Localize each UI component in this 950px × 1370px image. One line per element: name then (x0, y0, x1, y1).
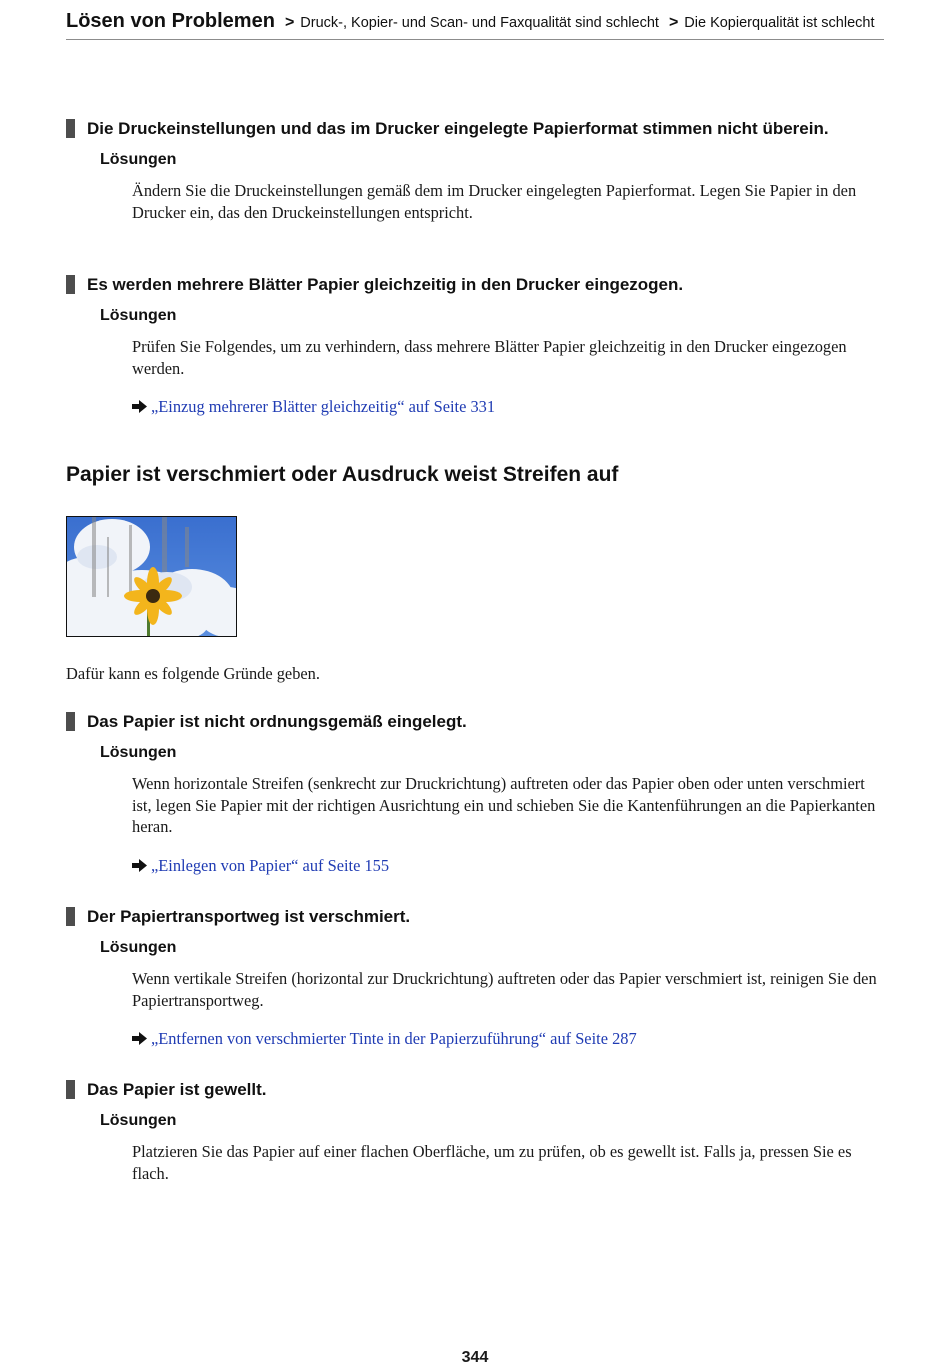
solution-text: Prüfen Sie Folgendes, um zu verhindern, dass mehrere Blätter Papier gleichzeitig in den Drucker eingezogen werden. (132, 337, 847, 378)
solutions-label: Lösungen (100, 939, 177, 956)
reference-link-row (132, 1028, 886, 1049)
solutions-label: Lösungen (100, 307, 177, 324)
breadcrumb-separator: > (284, 14, 295, 31)
cause-marker-bar (66, 712, 75, 731)
breadcrumb-current[interactable]: Die Kopierqualität ist schlecht (684, 15, 875, 31)
cause-block (66, 906, 886, 1049)
smeared-print-illustration (67, 517, 236, 636)
page-number: 344 (461, 1349, 489, 1366)
cause-title-text: Der Papiertransportweg ist verschmiert. (87, 907, 411, 926)
cause-title-text: Die Druckeinstellungen und das im Drucker eingelegte Papierformat stimmen nicht überein. (87, 119, 829, 138)
reference-link[interactable]: „Einzug mehrerer Blätter gleichzeitig“ auf Seite 331 (151, 397, 496, 416)
cause-title-text: Es werden mehrere Blätter Papier gleichzeitig in den Drucker eingezogen. (87, 275, 684, 294)
solution-text: Wenn horizontale Streifen (senkrecht zur Druckrichtung) auftreten oder das Papier oben oder unten verschmiert ist, legen Sie Papier mit der richtigen Ausrichtung ein und schieben Sie die Kantenführungen an die Papierkanten heran. (132, 774, 876, 836)
cause-block (66, 1079, 886, 1184)
breadcrumb-chapter[interactable]: Lösen von Problemen (66, 10, 275, 32)
solutions-label: Lösungen (100, 151, 177, 168)
cause-title (66, 1079, 886, 1100)
cause-title (66, 118, 886, 139)
section-heading: Papier ist verschmiert oder Ausdruck weist Streifen auf (66, 463, 619, 486)
cause-block (66, 711, 886, 876)
solution-text: Ändern Sie die Druckeinstellungen gemäß dem im Drucker eingelegten Papierformat. Legen Sie Papier in den Drucker ein, das den Druckeinstellungen entspricht. (132, 181, 857, 222)
cause-title-text: Das Papier ist gewellt. (87, 1080, 267, 1099)
sample-print-image (66, 516, 237, 637)
breadcrumb-separator: > (668, 14, 679, 31)
cause-title (66, 711, 886, 732)
arrow-right-icon (132, 400, 147, 413)
solutions-label: Lösungen (100, 744, 177, 761)
cause-title (66, 274, 886, 295)
cause-block (66, 274, 886, 417)
cause-block (66, 118, 886, 223)
cause-marker-bar (66, 907, 75, 926)
reference-link-row (132, 855, 886, 876)
reference-link[interactable]: „Einlegen von Papier“ auf Seite 155 (151, 855, 390, 875)
solution-text: Platzieren Sie das Papier auf einer flachen Oberfläche, um zu prüfen, ob es gewellt ist. Falls ja, pressen Sie es flach. (132, 1142, 852, 1183)
arrow-right-icon (132, 859, 147, 872)
cause-marker-bar (66, 1080, 75, 1099)
reference-link[interactable]: „Entfernen von verschmierter Tinte in der Papierzuführung“ auf Seite 287 (151, 1029, 637, 1048)
breadcrumb (66, 10, 884, 40)
breadcrumb-section[interactable]: Druck-, Kopier- und Scan- und Faxqualität sind schlecht (300, 15, 659, 31)
reference-link-row (132, 396, 886, 417)
solutions-label: Lösungen (100, 1112, 177, 1129)
section-intro: Dafür kann es folgende Gründe geben. (66, 664, 320, 683)
arrow-right-icon (132, 1032, 147, 1045)
cause-marker-bar (66, 119, 75, 138)
cause-title-text: Das Papier ist nicht ordnungsgemäß eingelegt. (87, 712, 467, 731)
cause-title (66, 906, 886, 927)
solution-text: Wenn vertikale Streifen (horizontal zur Druckrichtung) auftreten oder das Papier verschmiert ist, reinigen Sie den Papiertransportweg. (132, 969, 877, 1010)
cause-marker-bar (66, 275, 75, 294)
